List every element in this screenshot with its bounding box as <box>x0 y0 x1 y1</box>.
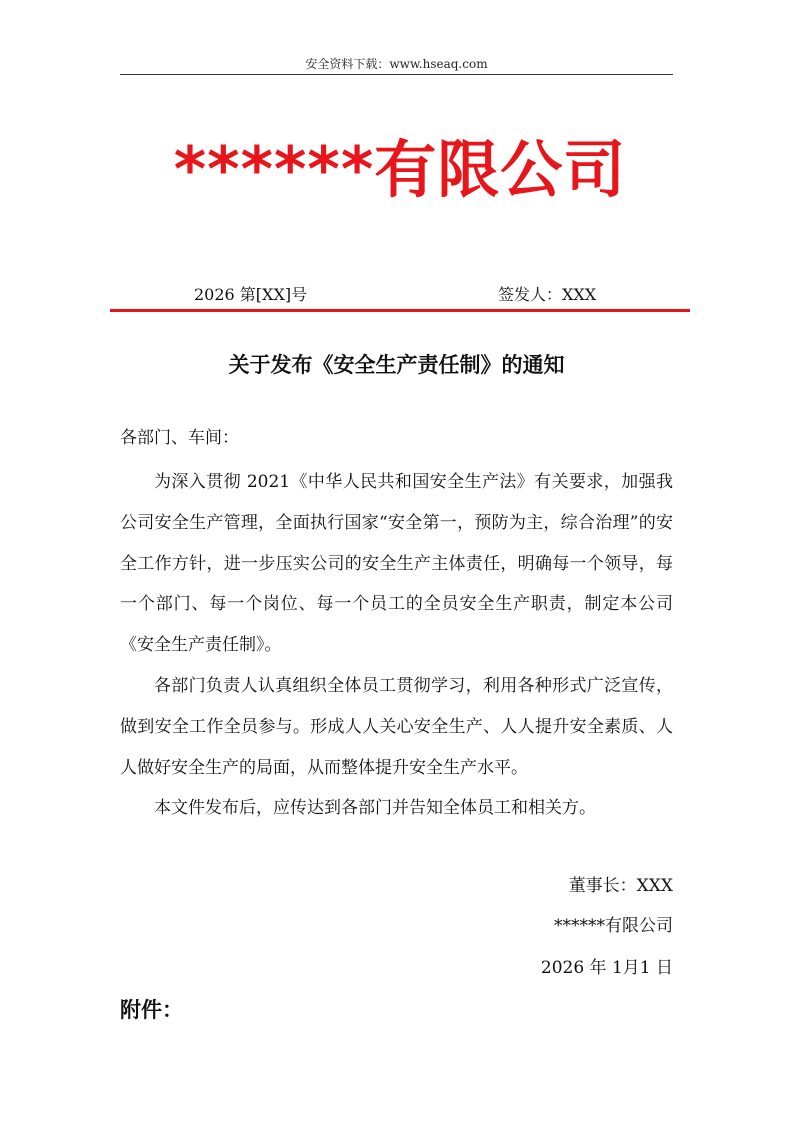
signing-company: ******有限公司 <box>554 916 673 936</box>
letterhead-red-divider <box>110 309 690 312</box>
header-divider <box>120 74 673 75</box>
chairman-signature: 董事长：XXX <box>568 876 673 896</box>
attachment-label: 附件： <box>120 998 183 1022</box>
body-paragraph: 各部门负责人认真组织全体员工贯彻学习，利用各种形式广泛宣传，做到安全工作全员参与。形成人人关心安全生产、人人提升安全素质、人人做好安全生产的局面，从而整体提升安全生产水平。 <box>120 675 673 778</box>
document-number: 2026 第[XX]号 <box>194 285 308 304</box>
body-paragraph: 本文件发布后，应传达到各部门并告知全体员工和相关方。 <box>154 798 596 819</box>
salutation: 各部门、车间： <box>120 428 239 448</box>
notice-title: 关于发布《安全生产责任制》的通知 <box>228 352 565 377</box>
letterhead-company-title: ******有限公司 <box>173 133 627 206</box>
signer: 签发人：XXX <box>498 285 597 304</box>
body-paragraph: 为深入贯彻 2021《中华人民共和国安全生产法》有关要求，加强我公司安全生产管理，全面执行国家“安全第一，预防为主，综合治理”的安全工作方针，进一步压实公司的安全生产主体责任，明确每一个领导，每一个部门、每一个岗位、每一个员工的全员安全生产职责，制定本公司《安全生产责任制》。 <box>120 472 673 656</box>
signing-date: 2026 年 1月1 日 <box>540 958 673 978</box>
page-header: 安全资料下载：www.hseaq.com <box>305 57 488 71</box>
notice-body <box>120 462 673 829</box>
